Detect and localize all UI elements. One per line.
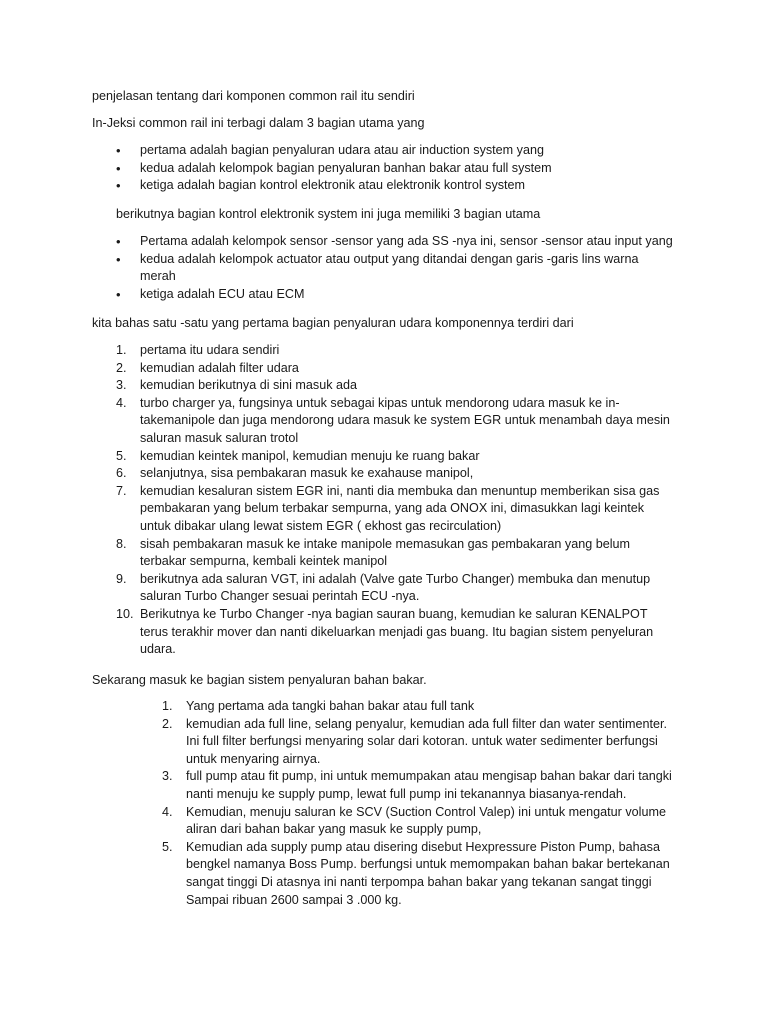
step-number: 1.	[162, 699, 173, 713]
udara-step	[116, 465, 676, 483]
main-parts-item: • ketiga adalah bagian kontrol elektronik atau elektronik kontrol system	[116, 177, 696, 195]
injeksi-heading: In-Jeksi common rail ini terbagi dalam 3 bagian utama yang	[92, 116, 425, 130]
udara-step	[116, 536, 676, 571]
step-text: kemudian adalah filter udara	[140, 360, 299, 375]
step-number: 5.	[116, 448, 127, 463]
step-text: Kemudian, menuju saluran ke SCV (Suction Control Valep) ini untuk mengatur volume aliran dari bahan bakar yang masuk ke supply pump,	[186, 804, 666, 837]
main-parts-list	[116, 142, 696, 195]
step-number: 9.	[116, 571, 127, 586]
step-text: Yang pertama ada tangki bahan bakar atau full tank	[186, 699, 475, 713]
udara-steps-list	[116, 342, 676, 659]
udara-step	[116, 448, 676, 466]
step-number: 2.	[162, 716, 173, 731]
kontrol-parts-item: • ketiga adalah ECU atau ECM	[116, 286, 696, 304]
bahan-bakar-steps-list	[162, 698, 674, 909]
step-text: sisah pembakaran masuk ke intake manipole memasukan gas pembakaran yang belum terbakar sempurna, kembali keintek manipol	[140, 536, 631, 569]
step-number: 4.	[162, 804, 173, 819]
step-number: 5.	[162, 839, 173, 854]
step-text: Kemudian ada supply pump atau disering disebut Hexpressure Piston Pump, bahasa bengkel namanya Boss Pump. berfungsi untuk memompakan bahan bakar bertekanan sangat tinggi Di atasnya ini nanti terpompa bahan bakar yang tekanan sangat tinggi Sampai ribuan 2600 sampai 3 .000 kg.	[186, 839, 670, 907]
udara-step	[116, 342, 676, 360]
udara-step	[116, 360, 676, 378]
step-text: kemudian keintek manipol, kemudian menuju ke ruang bakar	[140, 448, 480, 463]
bahan-bakar-step	[162, 716, 674, 769]
step-number: 6.	[116, 466, 127, 481]
step-text: berikutnya ada saluran VGT, ini adalah (Valve gate Turbo Changer) membuka dan menutup saluran Turbo Changer sesuai perintah ECU -nya.	[140, 571, 651, 604]
kontrol-parts-item: • kedua adalah kelompok actuator atau output yang ditandai dengan garis -garis lins warna merah	[116, 251, 654, 286]
kontrol-parts-item: • Pertama adalah kelompok sensor -sensor yang ada SS -nya ini, sensor -sensor atau input yang	[116, 233, 696, 251]
step-text: kemudian berikutnya di sini masuk ada	[140, 378, 358, 393]
udara-heading: kita bahas satu -satu yang pertama bagian penyaluran udara komponennya terdiri dari	[92, 316, 574, 330]
bahan-bakar-step	[162, 768, 674, 803]
step-number: 4.	[116, 395, 127, 410]
kontrol-parts-list	[116, 233, 696, 303]
step-text: selanjutnya, sisa pembakaran masuk ke exahause manipol,	[140, 466, 474, 481]
step-text: Berikutnya ke Turbo Changer -nya bagian sauran buang, kemudian ke saluran KENALPOT terus terakhir mover dan nanti dikeluarkan menjadi gas buang. Itu bagian sistem penyeluran udara.	[140, 606, 654, 657]
step-number: 10.	[116, 606, 134, 621]
step-number: 1.	[116, 343, 127, 357]
step-text: pertama itu udara sendiri	[140, 343, 280, 357]
udara-step	[116, 377, 676, 395]
bahan-bakar-heading: Sekarang masuk ke bagian sistem penyaluran bahan bakar.	[92, 673, 427, 687]
udara-step	[116, 606, 676, 659]
step-number: 8.	[116, 536, 127, 551]
kontrol-heading: berikutnya bagian kontrol elektronik system ini juga memiliki 3 bagian utama	[116, 207, 541, 221]
bahan-bakar-step	[162, 804, 674, 839]
step-number: 3.	[116, 378, 127, 393]
bahan-bakar-step	[162, 698, 674, 716]
step-number: 2.	[116, 360, 127, 375]
step-text: kemudian ada full line, selang penyalur, kemudian ada full filter dan water sentimenter. Ini full filter berfungsi menyaring solar dari kotoran. untuk water sedimenter berfungsi untuk menyaring airnya.	[186, 716, 667, 766]
step-number: 7.	[116, 483, 127, 498]
step-text: kemudian kesaluran sistem EGR ini, nanti dia membuka dan menuntup memberikan sisa gas pembakaran yang belum terbakar sempurna, yang ada ONOX ini, dimasukkan lagi keintek untuk dibakar ulang lewat sistem EGR ( ekhost gas recirculation)	[140, 483, 660, 533]
main-parts-item: • kedua adalah kelompok bagian penyaluran banhan bakar atau full system	[116, 160, 696, 178]
intro-paragraph: penjelasan tentang dari komponen common rail itu sendiri	[92, 89, 415, 103]
main-parts-item: • pertama adalah bagian penyaluran udara atau air induction system yang	[116, 142, 696, 160]
udara-step	[116, 483, 676, 536]
bahan-bakar-step	[162, 839, 674, 909]
step-text: full pump atau fit pump, ini untuk memumpakan atau mengisap bahan bakar dari tangki nanti menuju ke supply pump, lewat full pump ini tekanannya biasanya-rendah.	[186, 769, 672, 801]
udara-step	[116, 395, 676, 448]
udara-step	[116, 571, 676, 606]
step-number: 3.	[162, 769, 173, 784]
step-text: turbo charger ya, fungsinya untuk sebagai kipas untuk mendorong udara masuk ke in-takemanipole dan juga mendorong udara masuk ke system EGR untuk menambah daya mesin saluran masuk saluran trotol	[140, 395, 670, 445]
